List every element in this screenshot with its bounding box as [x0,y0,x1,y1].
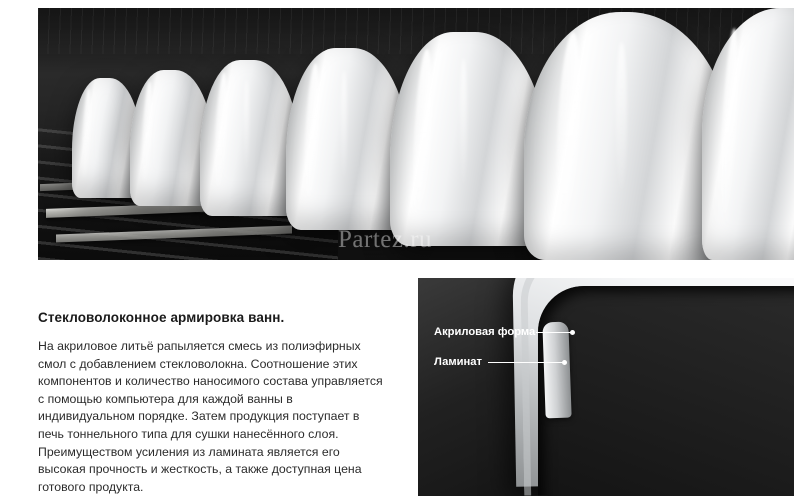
callout-label-acrylic: Акриловая форма [434,326,536,338]
callout-leader-dot [570,330,575,335]
callout-leader-dot [562,360,567,365]
callout-label-laminate: Ламинат [434,356,482,368]
hero-photo [38,8,794,260]
watermark: Partez.ru [338,226,433,253]
edge-cut-section [542,322,571,419]
callout-leader-line [536,332,572,333]
article-heading: Стекловолоконное армировка ванн. [38,310,285,325]
article-text-column [38,310,388,496]
article-body: На акриловое литьё рапыляется смесь из полиэфирных смол с добавлением стекловолокна. Соотношение этих компонентов и количество наносимого состава управляется с помощью компьютера для каждой ванны в индивидуальном порядке. Затем продукция поступает в печь тоннельного типа для сушки нанесённого слоя. Преимуществом усиления из ламината является его высокая прочность и жесткость, а также доступная цена готового продукта. [38,339,383,494]
cross-section-diagram [418,278,794,496]
callout-leader-line [488,362,564,363]
